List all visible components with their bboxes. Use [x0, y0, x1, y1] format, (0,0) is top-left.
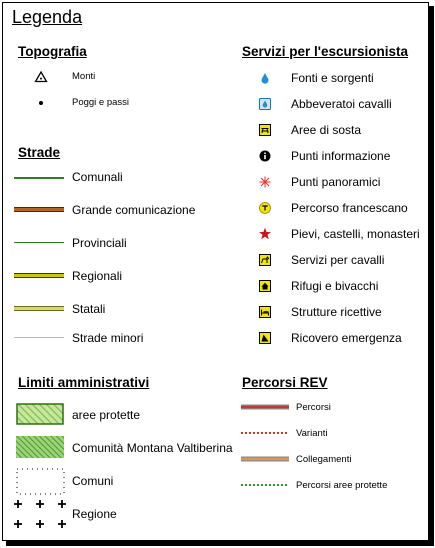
percorsi-aree-protette-label: Percorsi aree protette — [296, 480, 388, 491]
strada-minori-label: Strade minori — [72, 331, 144, 345]
servizio-abbeveratoi-label: Abbeveratoi cavalli — [291, 97, 392, 111]
strada-grande-comunicazione-line — [14, 207, 64, 212]
hut-icon — [258, 279, 272, 293]
regione-label: Regione — [72, 507, 117, 521]
legend-title: Legenda — [12, 7, 83, 27]
panorama-star-icon — [258, 175, 272, 189]
servizio-cavalli-label: Servizi per cavalli — [291, 253, 385, 267]
strada-regionali-line — [14, 273, 64, 278]
topografia-monti-label: Monti — [72, 71, 96, 82]
shelter-icon — [258, 331, 272, 345]
percorsi-aree-protette-line — [240, 480, 290, 490]
strada-regionali-label: Regionali — [72, 269, 123, 283]
strada-minori-line — [14, 337, 64, 338]
servizio-fonti-label: Fonti e sorgenti — [291, 71, 374, 85]
horse-service-icon — [258, 253, 272, 267]
strada-comunali-line — [14, 177, 64, 179]
strada-statali-label: Statali — [72, 302, 106, 316]
limiti-heading: Limiti amministrativi — [18, 375, 150, 390]
topografia-heading: Topografia — [18, 44, 87, 59]
dot-icon — [34, 96, 48, 110]
aree-protette-swatch — [16, 403, 64, 425]
comuni-label: Comuni — [72, 474, 114, 488]
collegamenti-line — [240, 454, 290, 464]
servizio-aree-sosta-label: Aree di sosta — [291, 123, 362, 137]
panel-shadow-bottom — [6, 541, 434, 546]
strada-grande-comunicazione-label: Grande comunicazione — [72, 203, 196, 217]
percorsi-line — [240, 402, 290, 412]
comunita-montana-swatch — [16, 436, 64, 458]
red-star-icon — [258, 227, 272, 241]
panel-shadow-right — [429, 6, 434, 546]
info-icon — [258, 149, 272, 163]
horse-water-icon — [258, 97, 272, 111]
regione-boundary-swatch — [10, 496, 70, 532]
aree-protette-label: aree protette — [72, 408, 141, 422]
varianti-line — [240, 428, 290, 438]
servizio-pievi-label: Pievi, castelli, monasteri — [291, 227, 420, 241]
strada-statali-line — [14, 306, 64, 311]
servizio-rifugi-label: Rifugi e bivacchi — [291, 279, 379, 293]
topografia-poggi-label: Poggi e passi — [72, 97, 130, 108]
servizio-informazione-label: Punti informazione — [291, 149, 391, 163]
strada-comunali-label: Comunali — [72, 170, 123, 184]
servizi-heading: Servizi per l'escursionista — [242, 44, 409, 59]
collegamenti-label: Collegamenti — [296, 454, 352, 465]
percorsi-heading: Percorsi REV — [242, 375, 328, 390]
strada-provinciali-line — [14, 242, 64, 243]
servizio-ricovero-label: Ricovero emergenza — [291, 331, 402, 345]
comuni-boundary-swatch — [16, 468, 66, 496]
strade-heading: Strade — [18, 145, 61, 160]
servizio-ricettive-label: Strutture ricettive — [291, 305, 382, 319]
servizio-francescano-label: Percorso francescano — [291, 201, 408, 215]
picnic-table-icon — [258, 123, 272, 137]
varianti-label: Varianti — [296, 428, 328, 439]
comunita-montana-label: Comunità Montana Valtiberina — [72, 441, 233, 455]
water-drop-icon — [258, 71, 272, 85]
tau-icon — [258, 201, 272, 215]
mountain-triangle-icon — [34, 70, 48, 84]
percorsi-label: Percorsi — [296, 402, 331, 413]
lodging-icon — [258, 305, 272, 319]
servizio-panoramici-label: Punti panoramici — [291, 175, 381, 189]
strada-provinciali-label: Provinciali — [72, 236, 127, 250]
